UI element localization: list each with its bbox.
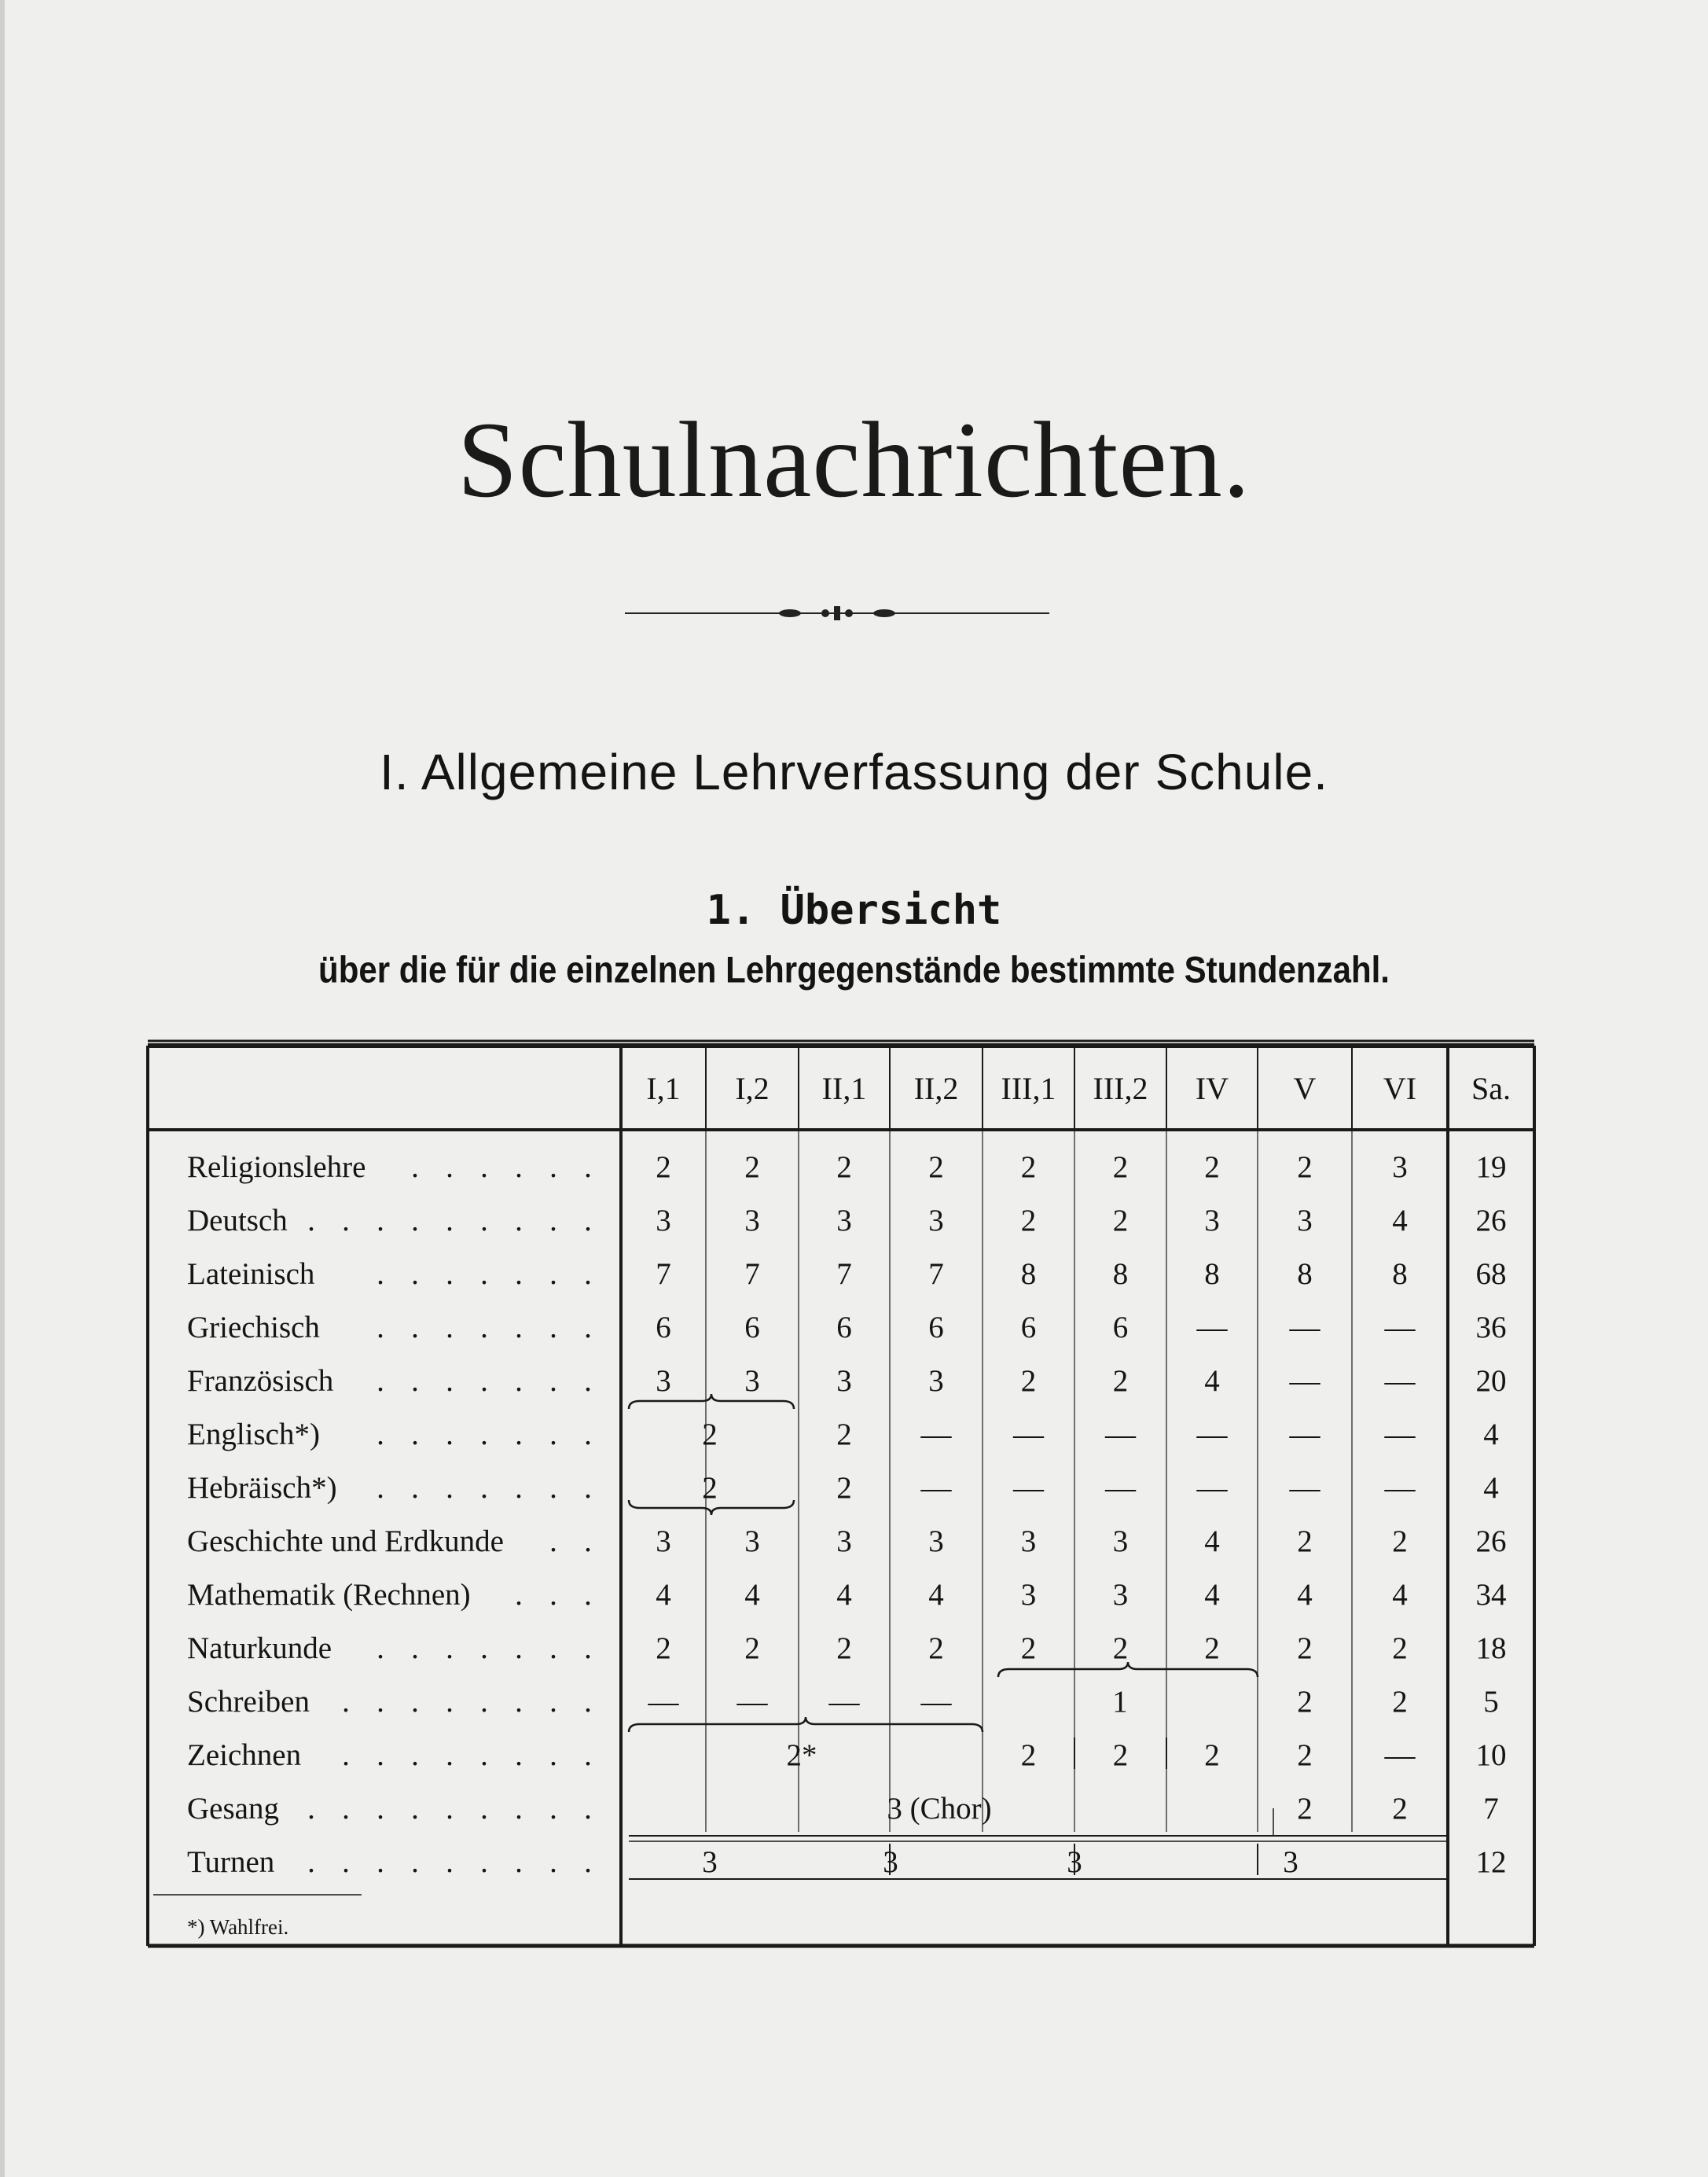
dot-leader: .: [549, 1631, 557, 1665]
cell-value: 3: [1020, 1524, 1037, 1558]
dot-leader: .: [446, 1631, 454, 1665]
dot-leader: .: [549, 1524, 557, 1558]
column-header: V: [1293, 1071, 1317, 1106]
cell-value: 2: [1204, 1150, 1220, 1184]
cell-value: 2: [702, 1418, 718, 1451]
cell-value: 3: [702, 1845, 718, 1879]
cell-value: 2: [1392, 1685, 1408, 1719]
column-header: II,1: [821, 1071, 867, 1106]
dot-leader: .: [584, 1311, 592, 1344]
cell-value: 4: [1204, 1578, 1220, 1612]
row-total: 34: [1475, 1578, 1507, 1612]
dot-leader: .: [411, 1204, 419, 1237]
dot-leader: .: [411, 1257, 419, 1291]
cell-value: 3: [1067, 1845, 1082, 1879]
cell-value: 2: [1392, 1631, 1408, 1665]
cell-value: 2: [1020, 1364, 1037, 1398]
cell-value: 2: [1112, 1150, 1129, 1184]
dot-leader: .: [515, 1257, 523, 1291]
cell-value: 4: [1297, 1578, 1313, 1612]
cell-value: 3: [1112, 1524, 1129, 1558]
dot-leader: .: [549, 1204, 557, 1237]
subject-label: Französisch: [187, 1364, 334, 1398]
dot-leader: .: [480, 1845, 488, 1879]
subject-label: Lateinisch: [187, 1257, 315, 1291]
cell-value: —: [1384, 1364, 1416, 1398]
dot-leader: .: [480, 1204, 488, 1237]
dot-leader: .: [549, 1257, 557, 1291]
cell-value: —: [736, 1685, 768, 1719]
cell-value: 3: [744, 1524, 760, 1558]
subject-label: Turnen: [187, 1845, 275, 1879]
dot-leader: .: [480, 1311, 488, 1344]
page-title: Schulnachrichten.: [457, 399, 1251, 520]
dot-leader: .: [342, 1204, 350, 1237]
cell-value: 4: [1204, 1364, 1220, 1398]
cell-value: 4: [1392, 1578, 1408, 1612]
row-total: 26: [1475, 1204, 1507, 1237]
cell-value: 3: [1112, 1578, 1129, 1612]
cell-value: —: [920, 1685, 952, 1719]
dot-leader: .: [515, 1204, 523, 1237]
cell-value: 3: [883, 1845, 898, 1879]
dot-leader: .: [446, 1204, 454, 1237]
dot-leader: .: [480, 1364, 488, 1398]
cell-value: 4: [1392, 1204, 1408, 1237]
dot-leader: .: [446, 1418, 454, 1451]
cell-value: 2: [836, 1418, 852, 1451]
dot-leader: .: [376, 1257, 384, 1291]
dot-leader: .: [411, 1845, 419, 1879]
cell-value: 6: [1112, 1311, 1129, 1344]
subject-label: Religionslehre: [187, 1150, 366, 1184]
row-total: 4: [1483, 1418, 1499, 1451]
cell-value: 3: [836, 1524, 852, 1558]
cell-value: 3: [1297, 1204, 1313, 1237]
cell-value: 2: [1297, 1150, 1313, 1184]
subject-label: Naturkunde: [187, 1631, 332, 1665]
dot-leader: .: [549, 1471, 557, 1505]
row-total: 7: [1483, 1792, 1499, 1826]
dot-leader: .: [376, 1792, 384, 1826]
dot-leader: .: [515, 1150, 523, 1184]
dot-leader: .: [446, 1311, 454, 1344]
cell-value: 2: [1112, 1738, 1129, 1772]
cell-value: 4: [836, 1578, 852, 1612]
dot-leader: .: [549, 1792, 557, 1826]
row-total: 20: [1475, 1364, 1507, 1398]
cell-value: —: [1013, 1471, 1044, 1505]
cell-value: 3: [928, 1524, 944, 1558]
cell-value: —: [828, 1685, 860, 1719]
cell-value: —: [1384, 1311, 1416, 1344]
dot-leader: .: [515, 1364, 523, 1398]
dot-leader: .: [515, 1471, 523, 1505]
cell-value: 2: [744, 1150, 760, 1184]
dot-leader: .: [549, 1418, 557, 1451]
cell-value: 3: [836, 1364, 852, 1398]
cell-value: 1: [1112, 1685, 1128, 1719]
cell-value: 7: [836, 1257, 852, 1291]
dot-leader: .: [480, 1631, 488, 1665]
cell-value: 8: [1297, 1257, 1313, 1291]
dot-leader: .: [584, 1685, 592, 1719]
cell-value: 4: [744, 1578, 760, 1612]
overview-caption: über die für die einzelnen Lehrgegenstände bestimmte Stundenzahl.: [318, 949, 1390, 991]
row-total: 19: [1475, 1150, 1507, 1184]
dot-leader: .: [376, 1685, 384, 1719]
row-total: 5: [1483, 1685, 1499, 1719]
cell-value: 2: [1297, 1631, 1313, 1665]
cell-value: —: [1384, 1738, 1416, 1772]
dot-leader: .: [549, 1150, 557, 1184]
overview-heading: 1. Übersicht: [706, 887, 1002, 934]
dot-leader: .: [446, 1792, 454, 1826]
cell-value: —: [1289, 1418, 1320, 1451]
cell-value: 2: [1297, 1685, 1313, 1719]
dot-leader: .: [480, 1738, 488, 1772]
dot-leader: .: [480, 1150, 488, 1184]
cell-value: 3: [1204, 1204, 1220, 1237]
dot-leader: .: [515, 1311, 523, 1344]
cell-value: 2: [836, 1150, 852, 1184]
column-header: I,2: [735, 1071, 770, 1106]
dot-leader: .: [376, 1418, 384, 1451]
dot-leader: .: [376, 1311, 384, 1344]
dot-leader: .: [549, 1738, 557, 1772]
cell-value: 2: [656, 1631, 671, 1665]
subject-label: Englisch*): [187, 1418, 320, 1451]
cell-value: —: [1105, 1418, 1136, 1451]
dot-leader: .: [376, 1738, 384, 1772]
subject-label: Zeichnen: [187, 1738, 302, 1772]
brace-zeichnen: [629, 1717, 983, 1732]
dot-leader: .: [446, 1150, 454, 1184]
cell-value: 6: [744, 1311, 760, 1344]
cell-value: 6: [656, 1311, 671, 1344]
column-header: I,1: [646, 1071, 681, 1106]
dot-leader: .: [376, 1364, 384, 1398]
dot-leader: .: [480, 1685, 488, 1719]
dot-leader: .: [549, 1311, 557, 1344]
cell-value: 2: [1297, 1524, 1313, 1558]
cell-value: —: [1289, 1471, 1320, 1505]
dot-leader: .: [584, 1150, 592, 1184]
cell-value: 8: [1020, 1257, 1037, 1291]
dot-leader: .: [515, 1418, 523, 1451]
dot-leader: .: [584, 1364, 592, 1398]
cell-value: 2: [1112, 1204, 1129, 1237]
dot-leader: .: [411, 1418, 419, 1451]
cell-value: 7: [656, 1257, 671, 1291]
cell-value: 8: [1112, 1257, 1129, 1291]
row-total: 36: [1475, 1311, 1507, 1344]
dot-leader: .: [515, 1631, 523, 1665]
cell-value: 2: [1204, 1738, 1220, 1772]
dot-leader: .: [584, 1578, 592, 1612]
subject-label: Mathematik (Rechnen): [187, 1578, 471, 1612]
row-total: 26: [1475, 1524, 1507, 1558]
cell-value: 3: [928, 1364, 944, 1398]
column-header: II,2: [913, 1071, 959, 1106]
dot-leader: .: [376, 1204, 384, 1237]
dot-leader: .: [411, 1685, 419, 1719]
dot-leader: .: [446, 1738, 454, 1772]
dot-leader: .: [342, 1738, 350, 1772]
cell-value: 3: [1020, 1578, 1037, 1612]
dot-leader: .: [480, 1418, 488, 1451]
table-cells: [187, 1071, 1511, 1939]
cell-value: 3: [656, 1524, 671, 1558]
cell-value: 2: [836, 1471, 852, 1505]
cell-value: —: [1384, 1471, 1416, 1505]
row-total: 68: [1475, 1257, 1507, 1291]
dot-leader: .: [411, 1364, 419, 1398]
cell-value: —: [1013, 1418, 1044, 1451]
cell-value: 3: [836, 1204, 852, 1237]
row-total: 4: [1483, 1471, 1499, 1505]
cell-value: —: [1105, 1471, 1136, 1505]
cell-value: —: [648, 1685, 679, 1719]
cell-value: —: [1196, 1471, 1228, 1505]
cell-value: 2: [928, 1631, 944, 1665]
dot-leader: .: [446, 1471, 454, 1505]
dot-leader: .: [376, 1471, 384, 1505]
cell-value: 2: [1020, 1150, 1037, 1184]
cell-value: 2: [702, 1471, 718, 1505]
dot-leader: .: [515, 1578, 523, 1612]
row-total: 12: [1475, 1845, 1507, 1879]
dot-leader: .: [584, 1792, 592, 1826]
cell-value: 8: [1392, 1257, 1408, 1291]
dot-leader: .: [515, 1685, 523, 1719]
dot-leader: .: [549, 1578, 557, 1612]
column-header: Sa.: [1471, 1071, 1511, 1106]
dot-leader: .: [411, 1471, 419, 1505]
cell-value: 4: [928, 1578, 944, 1612]
cell-value: —: [920, 1471, 952, 1505]
cell-value: 3: [1283, 1845, 1298, 1879]
dot-leader: .: [515, 1738, 523, 1772]
dot-leader: .: [584, 1204, 592, 1237]
subject-label: Geschichte und Erdkunde: [187, 1524, 504, 1558]
subject-label: Hebräisch*): [187, 1471, 337, 1505]
column-header: III,1: [1001, 1071, 1056, 1106]
dot-leader: .: [549, 1364, 557, 1398]
cell-value: 2: [1297, 1792, 1313, 1826]
cell-value: 2: [836, 1631, 852, 1665]
dot-leader: .: [584, 1418, 592, 1451]
cell-value: 2: [1297, 1738, 1313, 1772]
cell-value: 3: [656, 1204, 671, 1237]
dot-leader: .: [515, 1792, 523, 1826]
dot-leader: .: [411, 1150, 419, 1184]
dot-leader: .: [342, 1792, 350, 1826]
dot-leader: .: [584, 1631, 592, 1665]
cell-value: 2: [928, 1150, 944, 1184]
cell-value: 6: [1020, 1311, 1037, 1344]
dot-leader: .: [411, 1792, 419, 1826]
row-total: 18: [1475, 1631, 1507, 1665]
subject-label: Schreiben: [187, 1685, 310, 1719]
dot-leader: .: [584, 1524, 592, 1558]
dot-leader: .: [307, 1204, 315, 1237]
cell-value: 4: [1204, 1524, 1220, 1558]
cell-value: 6: [928, 1311, 944, 1344]
row-total: 10: [1475, 1738, 1507, 1772]
cell-value: 4: [656, 1578, 671, 1612]
subject-label: Gesang: [187, 1792, 279, 1826]
dot-leader: .: [307, 1792, 315, 1826]
cell-value: 7: [928, 1257, 944, 1291]
dot-leader: .: [480, 1257, 488, 1291]
column-header: VI: [1383, 1071, 1417, 1106]
dot-leader: .: [446, 1845, 454, 1879]
dot-leader: .: [411, 1631, 419, 1665]
cell-value: 2: [1020, 1631, 1037, 1665]
cell-value: 2: [1020, 1204, 1037, 1237]
dot-leader: .: [480, 1471, 488, 1505]
footnote: *) Wahlfrei.: [187, 1915, 289, 1939]
subject-label: Deutsch: [187, 1204, 288, 1237]
cell-value: —: [1196, 1418, 1228, 1451]
cell-value: 3: [744, 1204, 760, 1237]
dot-leader: .: [342, 1685, 350, 1719]
dot-leader: .: [584, 1738, 592, 1772]
cell-value: 3: [656, 1364, 671, 1398]
dot-leader: .: [342, 1845, 350, 1879]
cell-value: 2: [744, 1631, 760, 1665]
dot-leader: .: [480, 1792, 488, 1826]
dot-leader: .: [584, 1471, 592, 1505]
cell-value: 3 (Chor): [887, 1792, 992, 1826]
dot-leader: .: [446, 1364, 454, 1398]
dot-leader: .: [584, 1845, 592, 1879]
dot-leader: .: [376, 1845, 384, 1879]
dot-leader: .: [515, 1845, 523, 1879]
dot-leader: .: [307, 1845, 315, 1879]
cell-value: —: [1196, 1311, 1228, 1344]
dot-leader: .: [584, 1257, 592, 1291]
subject-label: Griechisch: [187, 1311, 320, 1344]
cell-value: —: [920, 1418, 952, 1451]
cell-value: 2: [1204, 1631, 1220, 1665]
column-header: IV: [1195, 1071, 1229, 1106]
cell-value: 2: [1020, 1738, 1037, 1772]
cell-value: 2: [1112, 1631, 1129, 1665]
cell-value: —: [1289, 1364, 1320, 1398]
cell-value: 6: [836, 1311, 852, 1344]
brace-englisch: [629, 1394, 794, 1409]
dot-leader: .: [549, 1845, 557, 1879]
cell-value: 2*: [786, 1738, 817, 1772]
cell-value: 7: [744, 1257, 760, 1291]
section-heading: I. Allgemeine Lehrverfassung der Schule.: [380, 744, 1328, 800]
cell-value: 3: [928, 1204, 944, 1237]
dot-leader: .: [446, 1257, 454, 1291]
cell-value: —: [1289, 1311, 1320, 1344]
cell-value: 2: [1392, 1524, 1408, 1558]
dot-leader: .: [376, 1631, 384, 1665]
cell-value: 2: [656, 1150, 671, 1184]
cell-value: 8: [1204, 1257, 1220, 1291]
dot-leader: .: [549, 1685, 557, 1719]
cell-value: 2: [1392, 1792, 1408, 1826]
cell-value: 2: [1112, 1364, 1129, 1398]
dot-leader: .: [446, 1685, 454, 1719]
dot-leader: .: [411, 1311, 419, 1344]
cell-value: —: [1384, 1418, 1416, 1451]
column-header: III,2: [1093, 1071, 1148, 1106]
dot-leader: .: [411, 1738, 419, 1772]
cell-value: 3: [744, 1364, 760, 1398]
cell-value: 3: [1392, 1150, 1408, 1184]
